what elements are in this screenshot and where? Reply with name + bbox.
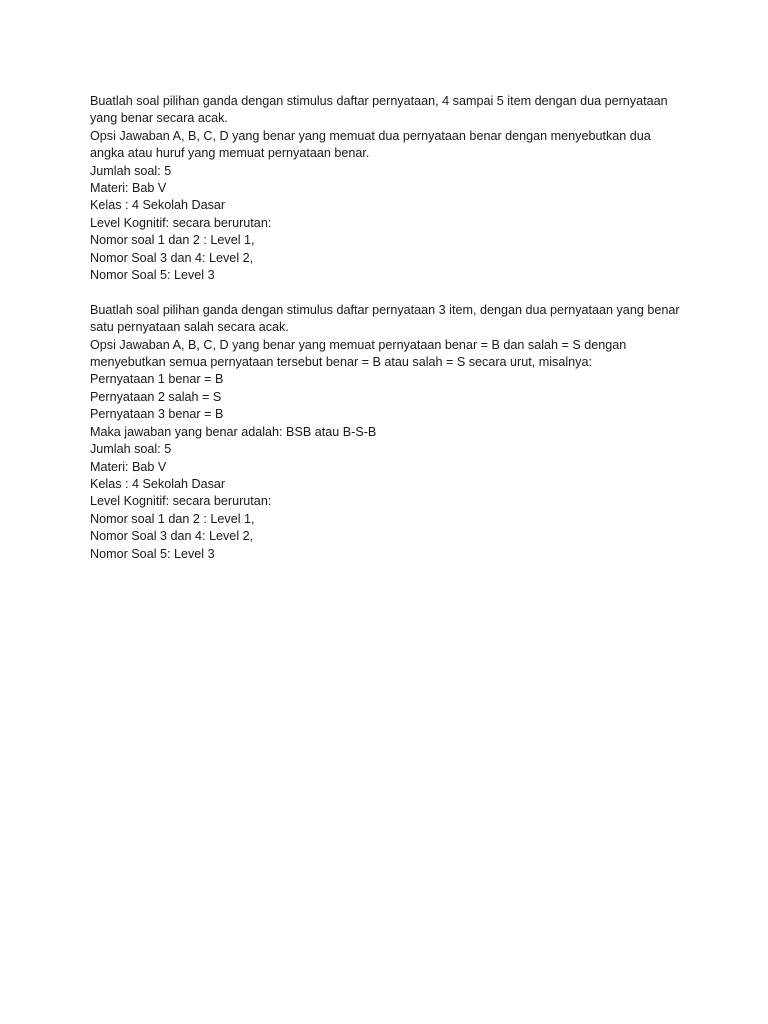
paragraph-line: Materi: Bab V <box>90 459 167 474</box>
paragraph-line: Nomor Soal 3 dan 4: Level 2, <box>90 529 254 544</box>
paragraph-line: Level Kognitif: secara berurutan: <box>90 215 272 230</box>
paragraph-line: Kelas : 4 Sekolah Dasar <box>90 198 226 213</box>
paragraph-line: Level Kognitif: secara berurutan: <box>90 494 272 509</box>
paragraph-line: Pernyataan 2 salah = S <box>90 389 222 404</box>
paragraph-line: Materi: Bab V <box>90 181 167 196</box>
paragraph-line: Pernyataan 3 benar = B <box>90 407 224 422</box>
paragraph-line: Nomor soal 1 dan 2 : Level 1, <box>90 233 255 248</box>
paragraph-line: Nomor Soal 5: Level 3 <box>90 268 215 283</box>
paragraph-line: Buatlah soal pilihan ganda dengan stimulus daftar pernyataan, 4 sampai 5 item dengan dua pernyataan yang benar secara acak. <box>90 94 668 126</box>
paragraph-line: Jumlah soal: 5 <box>90 442 172 457</box>
paragraph-line: Nomor Soal 5: Level 3 <box>90 546 215 561</box>
paragraph-line: Nomor Soal 3 dan 4: Level 2, <box>90 250 254 265</box>
paragraph-line: Opsi Jawaban A, B, C, D yang benar yang memuat dua pernyataan benar dengan menyebutkan dua angka atau huruf yang memuat pernyataan benar. <box>90 128 651 161</box>
paragraph-line: Nomor soal 1 dan 2 : Level 1, <box>90 511 255 526</box>
paragraph-line: Opsi Jawaban A, B, C, D yang benar yang memuat pernyataan benar = B dan salah = S dengan menyebutkan semua pernyataan tersebut benar = B atau salah = S secara urut, misalnya: <box>90 337 627 370</box>
instruction-block-1 <box>90 93 682 284</box>
paragraph-line: Buatlah soal pilihan ganda dengan stimulus daftar pernyataan 3 item, dengan dua pernyataan yang benar satu pernyataan salah secara acak. <box>90 302 680 335</box>
paragraph-line: Kelas : 4 Sekolah Dasar <box>90 476 226 491</box>
document-page <box>90 93 682 563</box>
paragraph-line: Maka jawaban yang benar adalah: BSB atau B-S-B <box>90 424 377 439</box>
instruction-block-2 <box>90 302 682 563</box>
paragraph-line: Jumlah soal: 5 <box>90 163 172 178</box>
paragraph-line: Pernyataan 1 benar = B <box>90 372 224 387</box>
